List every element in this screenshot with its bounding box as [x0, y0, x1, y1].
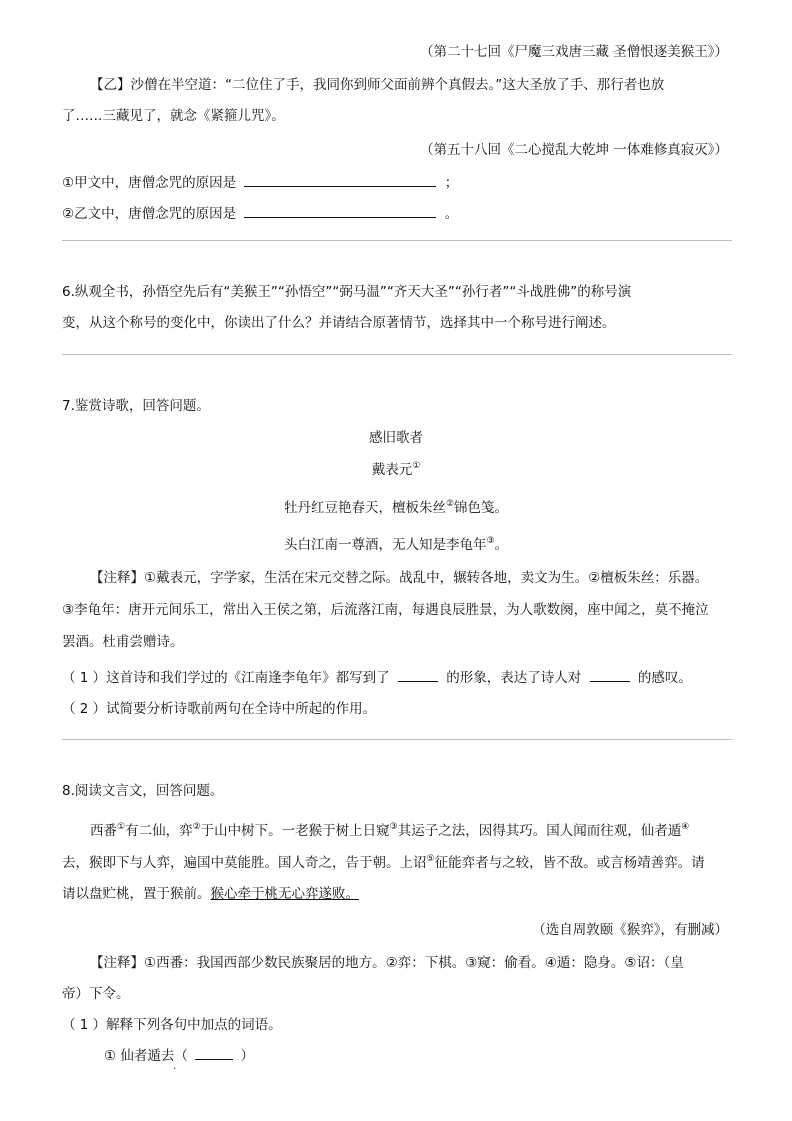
answer-2-blank[interactable] [244, 203, 436, 218]
question-8-heading: 8.阅读文言文，回答问题。 [62, 783, 224, 799]
answer-1-label: ①甲文中，唐僧念咒的原因是 [62, 175, 237, 191]
poem-notes-line-1: 【注释】①戴表元，字学家，生活在宋元交替之际。战乱中，辗转各地，卖文为生。②檀板朱丝：乐器。 [90, 570, 709, 586]
emphasis-dot: · [173, 1064, 177, 1075]
answer-1-end: ； [444, 175, 459, 191]
answer-2-label: ②乙文中，唐僧念咒的原因是 [62, 206, 237, 222]
question-8-sub-1: （ 1 ）解释下列各句中加点的词语。 [62, 1017, 282, 1033]
classical-notes-line-1: 【注释】①西番：我国西部少数民族聚居的地方。②弈：下棋。③窥：偷看。④遁：隐身。⑤诏：（皇 [90, 955, 684, 971]
answer-blank-image[interactable] [398, 667, 438, 682]
answer-line-2 [62, 203, 458, 224]
poem-verse-2: 头白江南一尊酒，无人知是李龟年③。 [283, 535, 509, 553]
answer-blank-sigh[interactable] [590, 667, 630, 682]
answer-1-blank[interactable] [244, 172, 436, 187]
divider [62, 739, 732, 740]
poem-title: 感旧歌者 [369, 430, 423, 446]
question-7-heading: 7.鉴赏诗歌，回答问题。 [62, 398, 210, 414]
poem-notes-line-2: ③李龟年：唐开元间乐工，常出入王侯之第，后流落江南，每遇良辰胜景，为人歌数阕，座中闻之，莫不掩泣 [62, 602, 709, 618]
passage-yi-line-1: 【乙】沙僧在半空道：“二位住了手，我同你到师父面前辨个真假去。”这大圣放了手、那行者也放 [90, 77, 665, 93]
question-7-sub-1: （ 1 ）这首诗和我们学过的《江南逢李龟年》都写到了 的形象，表达了诗人对 的感叹。 [62, 667, 692, 688]
underlined-sentence: 猴心牵于桃无心弈遂败。 [210, 886, 359, 902]
word-item-1: ① 仙者遁去（ ） [104, 1045, 254, 1066]
source-citation-yi: （第五十八回《二心搅乱大乾坤 一体难修真寂灭》） [419, 142, 728, 158]
question-6-line-1: 6.纵观全书，孙悟空先后有“美猴王”“孙悟空”“弼马温”“齐天大圣”“孙行者”“斗战胜佛”的称号演 [62, 284, 632, 300]
classical-notes-line-2: 帝）下令。 [62, 986, 130, 1002]
poem-notes-line-3: 罢酒。杜甫尝赠诗。 [62, 634, 184, 650]
question-6-line-2: 变，从这个称号的变化中，你读出了什么？并请结合原著情节，选择其中一个称号进行阐述。 [62, 315, 616, 331]
classical-text-line-1: 西番①有二仙，弈②于山中树下。一老猴于树上日窥③其运子之法，因得其巧。国人闻而往观，仙者遁④ [90, 821, 690, 839]
passage-yi-line-2: 了……三藏见了，就念《紧箍儿咒》。 [62, 108, 285, 124]
source-citation-houyi: （选自周敦颐《猴弈》，有删减） [532, 922, 728, 938]
poem-verse-1: 牡丹红豆艳春天，檀板朱丝②锦色笺。 [283, 498, 509, 516]
classical-text-line-2: 去，猴即下与人弈，遍国中莫能胜。国人奇之，告于朝。上诏⑤征能弈者与之较，皆不敌。或言杨靖善弈。请 [62, 853, 705, 871]
source-citation-jia: （第二十七回《尸魔三戏唐三藏 圣僧恨逐美猴王》） [419, 44, 728, 60]
question-7-sub-2: （ 2 ）试简要分析诗歌前两句在全诗中所起的作用。 [62, 701, 377, 717]
poem-author: 戴表元① [371, 460, 421, 478]
answer-blank-dun[interactable] [195, 1045, 233, 1060]
divider [62, 354, 732, 355]
divider [62, 240, 732, 241]
classical-text-line-3: 请以盘贮桃，置于猴前。猴心牵于桃无心弈遂败。 [62, 886, 359, 902]
answer-line-1 [62, 172, 458, 193]
answer-2-end: 。 [444, 206, 459, 222]
